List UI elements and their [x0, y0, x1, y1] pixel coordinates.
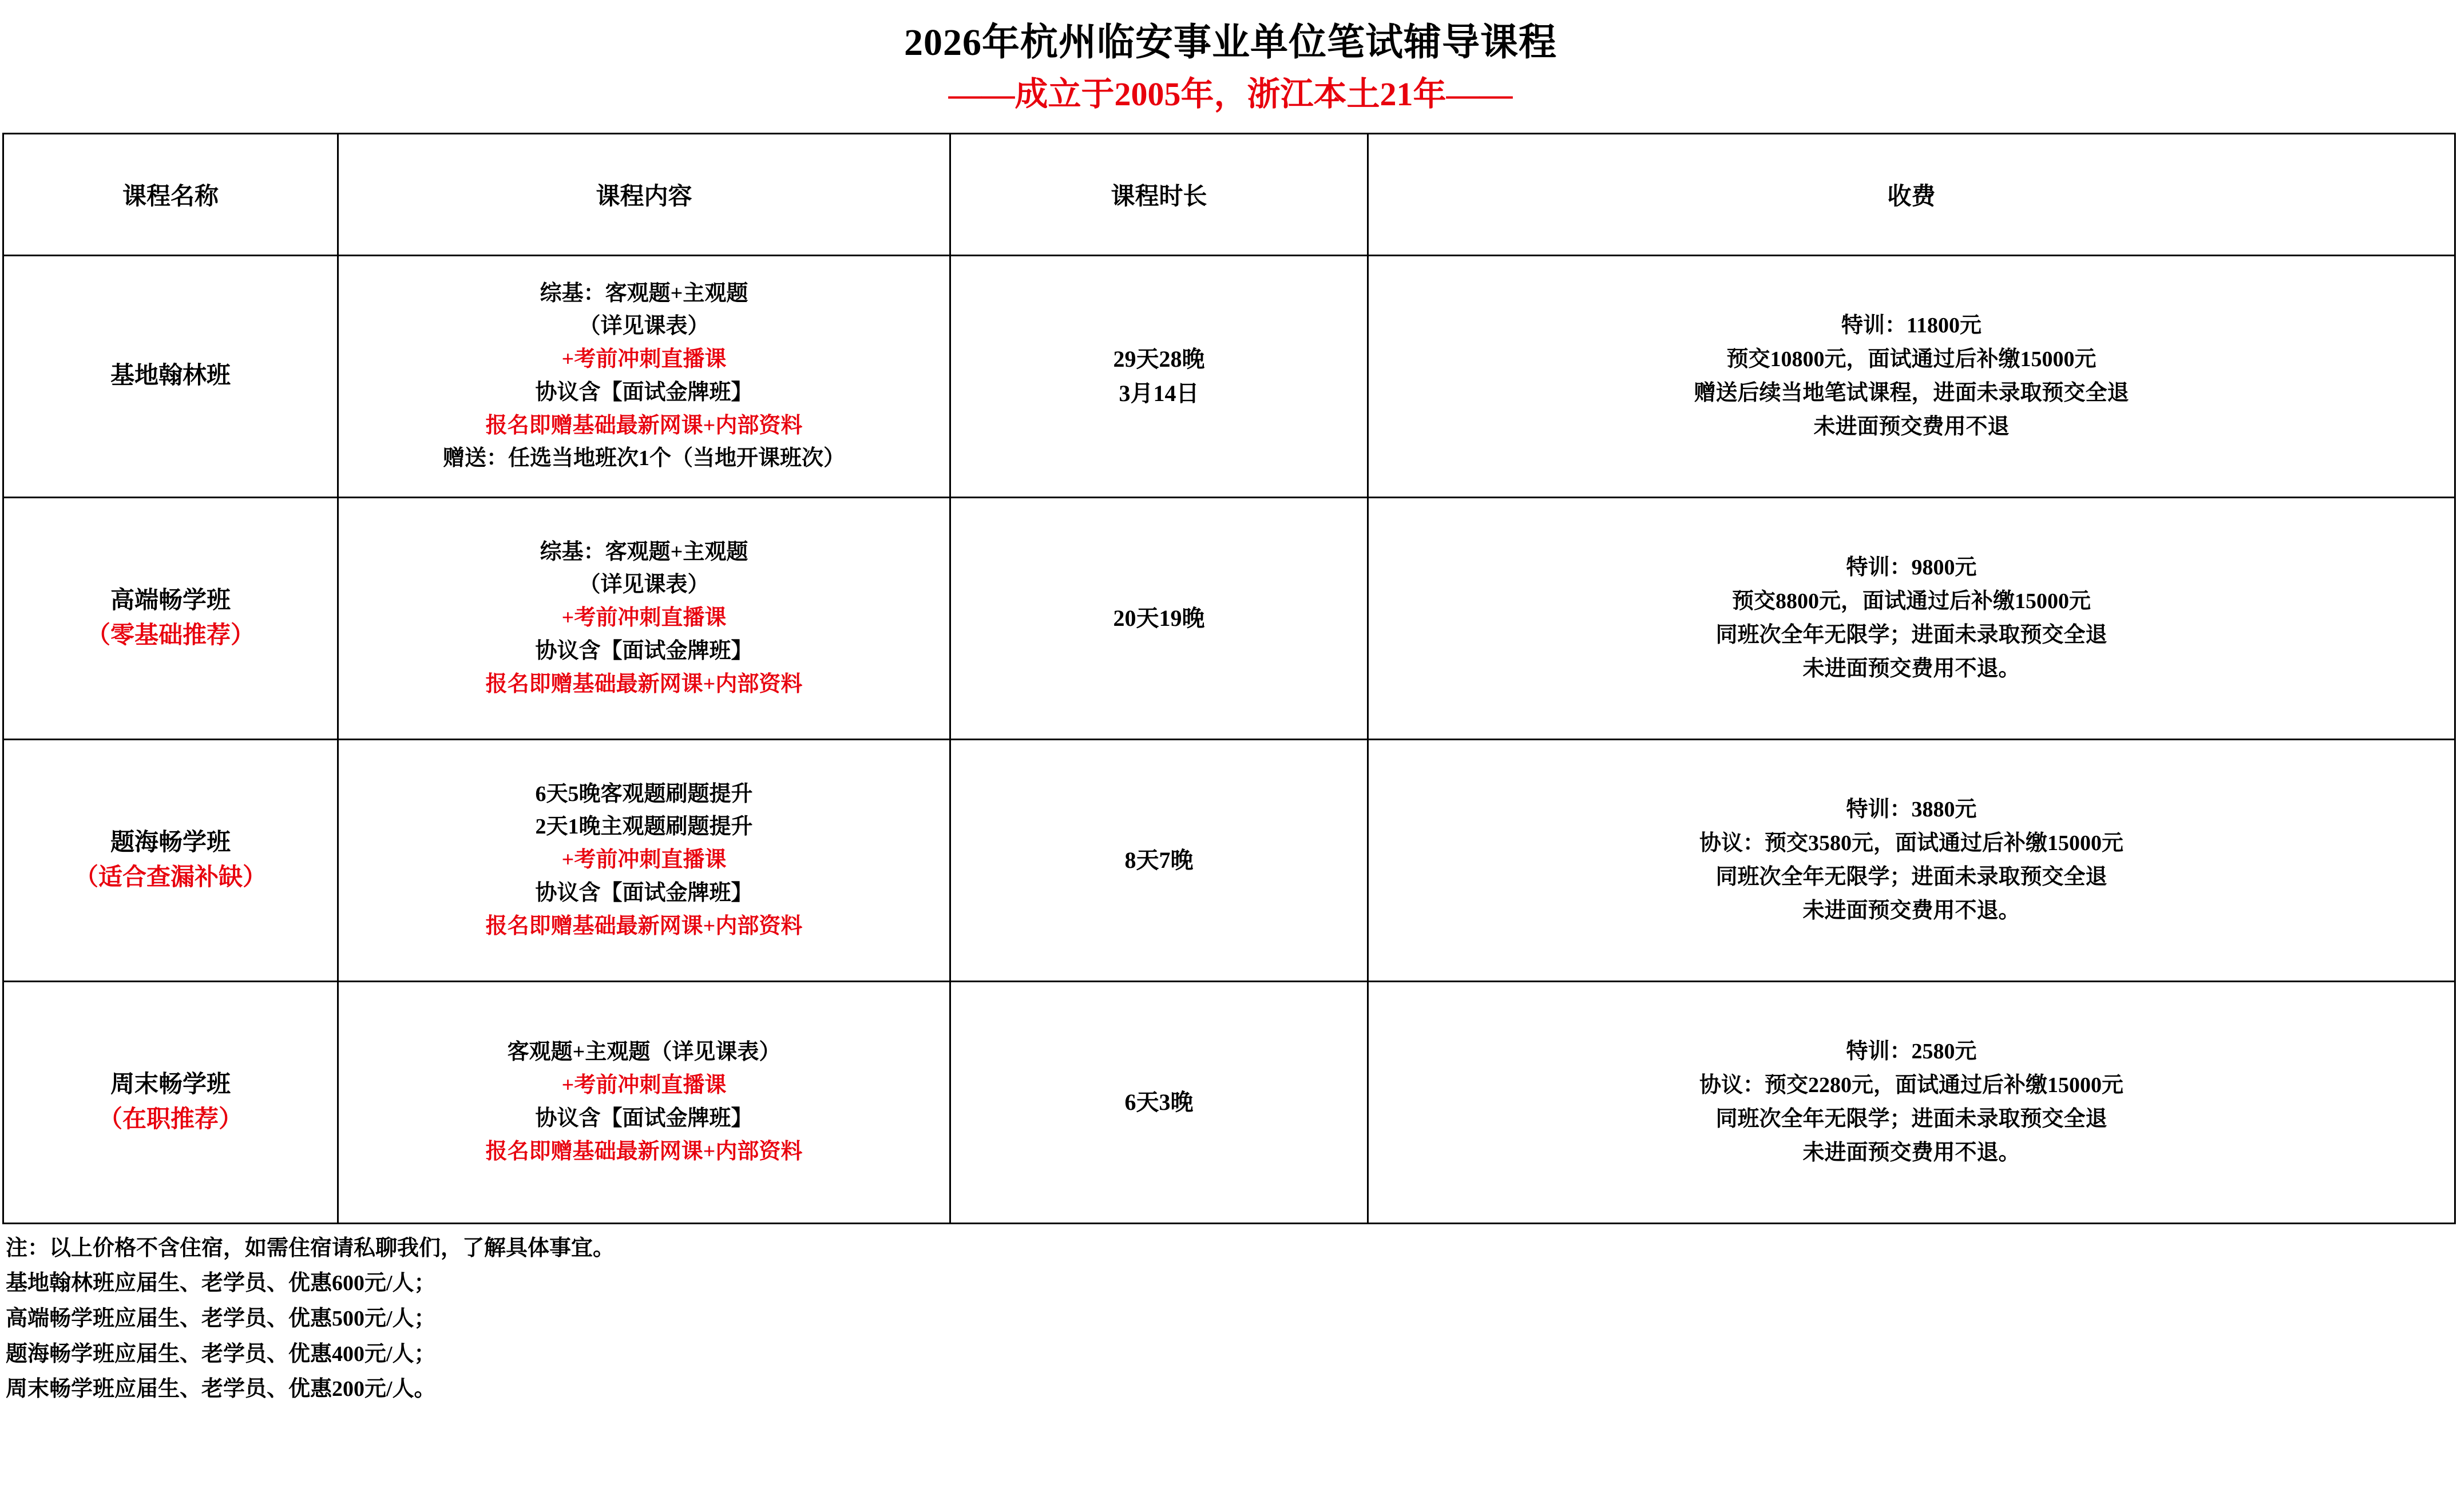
course-name-text: 周末畅学班: [110, 1072, 231, 1098]
course-table: [2, 133, 2456, 1224]
course-fee-cell: [1368, 739, 2455, 981]
column-header-fee: 收费: [1368, 133, 2455, 255]
content-line: 协议含【面试金牌班】: [535, 380, 753, 404]
table-row: [3, 497, 2455, 739]
column-header-course-content: 课程内容: [338, 133, 950, 255]
course-content-cell: [338, 739, 950, 981]
fee-line: 预交8800元，面试通过后补缴15000元: [1731, 589, 2091, 613]
course-name-cell: [3, 981, 338, 1223]
fee-line: 赠送后续当地笔试课程，进面未录取预交全退: [1694, 380, 2129, 405]
content-line: 报名即赠基础最新网课+内部资料: [485, 672, 803, 696]
course-content-cell: [338, 497, 950, 739]
course-fee-cell: [1368, 497, 2455, 739]
fee-line: 协议：预交3580元，面试通过后补缴15000元: [1699, 831, 2123, 855]
fee-line: 特训：3880元: [1846, 797, 1977, 822]
table-body: [3, 255, 2455, 1223]
course-name-text: 基地翰林班: [110, 363, 231, 390]
fee-line: 未进面预交费用不退。: [1802, 656, 2020, 681]
fee-line: 特训：9800元: [1846, 555, 1977, 580]
fee-line: 未进面预交费用不退。: [1802, 1140, 2020, 1165]
note-line: 高端畅学班应届生、老学员、优惠500元/人；: [6, 1306, 436, 1331]
content-line: 综基：客观题+主观题: [540, 539, 748, 564]
duration-line: 8天7晚: [1124, 847, 1194, 873]
note-line: 注：以上价格不含住宿，如需住宿请私聊我们，了解具体事宜。: [6, 1236, 615, 1260]
content-line: +考前冲刺直播课: [561, 347, 727, 372]
course-name-subtext: （零基础推荐）: [86, 622, 255, 649]
fee-line: 同班次全年无限学；进面未录取预交全退: [1715, 1106, 2107, 1131]
course-fee-cell: [1368, 981, 2455, 1223]
duration-line: 6天3晚: [1124, 1089, 1194, 1115]
content-line: 报名即赠基础最新网课+内部资料: [485, 914, 803, 938]
note-line: 周末畅学班应届生、老学员、优惠200元/人。: [6, 1377, 436, 1402]
course-name-cell: [3, 739, 338, 981]
page-title: 2026年杭州临安事业单位笔试辅导课程: [904, 22, 1557, 64]
fee-line: 同班次全年无限学；进面未录取预交全退: [1715, 622, 2107, 647]
page-subtitle: ——成立于2005年，浙江本土21年——: [948, 75, 1513, 113]
fee-line: 特训：2580元: [1846, 1039, 1977, 1064]
table-row: [3, 255, 2455, 497]
course-content-cell: [338, 255, 950, 497]
course-name-subtext: （在职推荐）: [98, 1106, 243, 1133]
course-name-cell: [3, 497, 338, 739]
content-line: 协议含【面试金牌班】: [535, 1106, 753, 1130]
notes-block: [6, 1231, 2461, 1407]
content-line: 报名即赠基础最新网课+内部资料: [485, 1139, 803, 1164]
content-line: +考前冲刺直播课: [561, 848, 727, 872]
course-name-subtext: （适合查漏补缺）: [74, 864, 267, 891]
content-line: 综基：客观题+主观题: [540, 281, 748, 305]
course-name-text: 题海畅学班: [110, 830, 231, 856]
duration-line: 3月14日: [1119, 380, 1199, 406]
course-name-cell: [3, 255, 338, 497]
content-line: 6天5晚客观题刷题提升: [535, 781, 753, 806]
table-row: [3, 739, 2455, 981]
title-block: [0, 0, 2461, 116]
duration-line: 20天19晚: [1113, 605, 1205, 631]
content-line: （详见课表）: [578, 314, 710, 339]
content-line: （详见课表）: [578, 573, 710, 597]
course-content-cell: [338, 981, 950, 1223]
fee-line: 协议：预交2280元，面试通过后补缴15000元: [1699, 1073, 2123, 1097]
content-line: +考前冲刺直播课: [561, 606, 727, 630]
table-header-row: [3, 133, 2455, 255]
course-duration-cell: [950, 255, 1368, 497]
content-line: 赠送：任选当地班次1个（当地开课班次）: [442, 446, 845, 471]
course-duration-cell: [950, 497, 1368, 739]
fee-line: 同班次全年无限学；进面未录取预交全退: [1715, 864, 2107, 889]
course-duration-cell: [950, 981, 1368, 1223]
duration-line: 29天28晚: [1113, 346, 1205, 372]
column-header-course-duration: 课程时长: [950, 133, 1368, 255]
fee-line: 预交10800元，面试通过后补缴15000元: [1726, 347, 2097, 371]
content-line: 报名即赠基础最新网课+内部资料: [485, 413, 803, 438]
content-line: 协议含【面试金牌班】: [535, 638, 753, 663]
table-row: [3, 981, 2455, 1223]
content-line: 协议含【面试金牌班】: [535, 880, 753, 905]
fee-line: 未进面预交费用不退: [1813, 414, 2010, 439]
course-name-text: 高端畅学班: [110, 588, 231, 614]
content-line: +考前冲刺直播课: [561, 1073, 727, 1098]
course-fee-cell: [1368, 255, 2455, 497]
fee-line: 未进面预交费用不退。: [1802, 898, 2020, 923]
note-line: 题海畅学班应届生、老学员、优惠400元/人；: [6, 1342, 436, 1366]
note-line: 基地翰林班应届生、老学员、优惠600元/人；: [6, 1271, 436, 1296]
fee-line: 特训：11800元: [1841, 313, 1982, 338]
content-line: 2天1晚主观题刷题提升: [535, 815, 753, 839]
course-duration-cell: [950, 739, 1368, 981]
content-line: 客观题+主观题（详见课表）: [507, 1040, 781, 1065]
column-header-course-name: 课程名称: [3, 133, 338, 255]
